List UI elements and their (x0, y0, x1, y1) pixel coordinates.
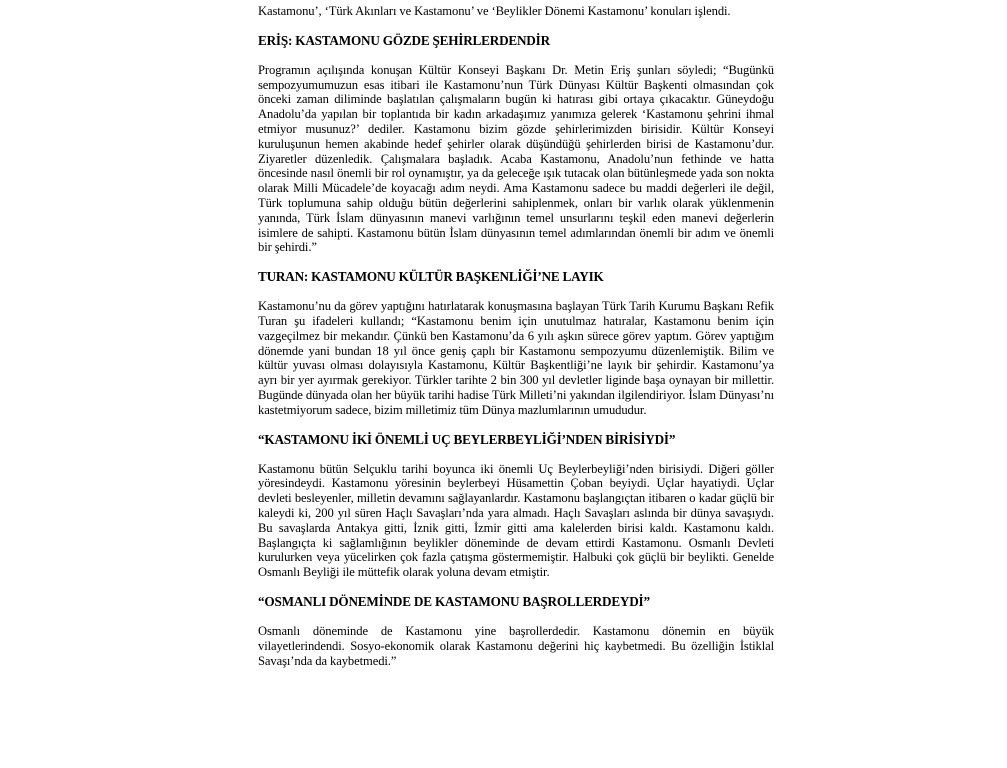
document-page (258, 4, 774, 668)
section-paragraph-osmanli: Osmanlı döneminde de Kastamonu yine başrollerdedir. Kastamonu dönemin en büyük vilayetlerindendi. Sosyo-ekonomik olarak Kastamonu değerini hiç kaybetmedi. Bu özelliğin İstiklal Savaşı’nda da kaybetmedi.” (258, 623, 774, 668)
section-paragraph-turan: Kastamonu’nu da görev yaptığını hatırlatarak konuşmasına başlayan Türk Tarih Kurumu Başkanı Refik Turan şu ifadeleri kullandı; “Kastamonu benim için unutulmaz hatıralar, Kastamonu benim için vazgeçilmez bir mekandır. Çünkü ben Kastamonu’da 6 yılı aşkın sürece görev yaptım. Görev yaptığım dönemde yani bundan 18 yıl önce geniş çaplı bir Kastamonu sempozyumu düzenlemiştik. Bilim ve kültür yuvası olması dolayısıyla Kastamonu, Kültür Başkentliği’ne layık bir şehirdir. Kastamonu’ya ayrı bir yer ayırmak gerekiyor. Türkler tarihte 2 bin 300 yıl devletler liginde başa oynayan bir millettir. Bugünde dünyada olan her büyük tarihi hadise Türk Milleti’ni yakından ilgilendiriyor. İslam Dünyası’nı kastetmiyorum sadece, bizim milletimiz tüm Dünya mazlumlarının umududur. (258, 299, 774, 417)
intro-paragraph: Kastamonu’, ‘Türk Akınları ve Kastamonu’ ve ‘Beylikler Dönemi Kastamonu’ konuları işlendi. (258, 4, 731, 18)
section-heading-eris: ERİŞ: KASTAMONU GÖZDE ŞEHİRLERDENDİR (258, 32, 550, 48)
section-heading-uc-beylerbeyligi: “KASTAMONU İKİ ÖNEMLİ UÇ BEYLERBEYLİĞİ’NDEN BİRİSİYDİ” (258, 431, 676, 447)
section-heading-turan: TURAN: KASTAMONU KÜLTÜR BAŞKENLİĞİ’NE LAYIK (258, 269, 604, 285)
section-paragraph-uc-beylerbeyligi: Kastamonu bütün Selçuklu tarihi boyunca iki önemli Uç Beylerbeyliği’nden birisiydi. Diğeri göller yöresindeydi. Kastamonu yöresinin beylerbeyi Hüsamettin Çoban beyiydi. Uçlar hayatiydi. Uçlar devleti besleyenler, milletin devamını sağlayanlardır. Kastamonu başlangıçtan itibaren o kadar güçlü bir kaleydi ki, 200 yıl süren Haçlı Savaşları’nda yara almadı. Haçlı Savaşları aslında bir dünya savaşıydı. Bu savaşlarda Antakya gitti, İznik gitti, İzmir gitti ama kalelerden birisi kaldı. Kastamonu kaldı. Başlangıçta ki sağlamlığının beylikler döneminde de devam ettirdi Kastamonu. Osmanlı Devleti kurulurken veya yücelirken çok fazla çatışma göstermemiştir. Halbuki çok güçlü bir beylikti. Genelde Osmanlı Beyliği ile müttefik olarak yoluna devam etmiştir. (258, 461, 774, 580)
section-paragraph-eris: Programın açılışında konuşan Kültür Konseyi Başkanı Dr. Metin Eriş şunları söyledi; “Bugünkü sempozyumumuzun esas itibari ile Kastamonu’nun Türk Dünyası Kültür Başkenti olmasından çok önceki zaman diliminde başlatılan çalışmaların bugün ki hatırası gibi ortaya çıkacaktır. Güneydoğu Anadolu’da yapılan bir toplantıda bir kadın arkadaşımız yanımıza gelerek ‘Kastamonu şehrini ihmal etmiyor musunuz?’ dediler. Kastamonu bizim gözde şehirlerimizden birisidir. Kültür Konseyi kuruluşunun hemen akabinde hedef şehirler olarak düşündüğü şehirlerden birisi de Kastamonu’dur. Ziyaretler düzenledik. Çalışmalara başladık. Acaba Kastamonu, Anadolu’nun fethinde ve hatta öncesinde nasıl önemli bir rol oynamıştır, ya da geleceğe ışık tutacak olan bütünleşmede yada son nokta olarak Milli Mücadele’de koyacağı adım neydi. Ama Kastamonu sadece bu maddi değerleri ile değil, Türk toplumuna sahip olduğu bütün değerlerini sahiplenmek, onları bir varlık olarak yüklenmenin yanında, Türk İslam dünyasının manevi varlığının temel unsurlarını teşkil eden manevi değerlerin isimlere de sahipti. Kastamonu bütün İslam dünyasının temel adımlarından önemli bir adım ve önemli bir şehirdi.” (258, 62, 774, 255)
section-heading-osmanli: “OSMANLI DÖNEMİNDE DE KASTAMONU BAŞROLLERDEYDİ” (258, 593, 650, 609)
